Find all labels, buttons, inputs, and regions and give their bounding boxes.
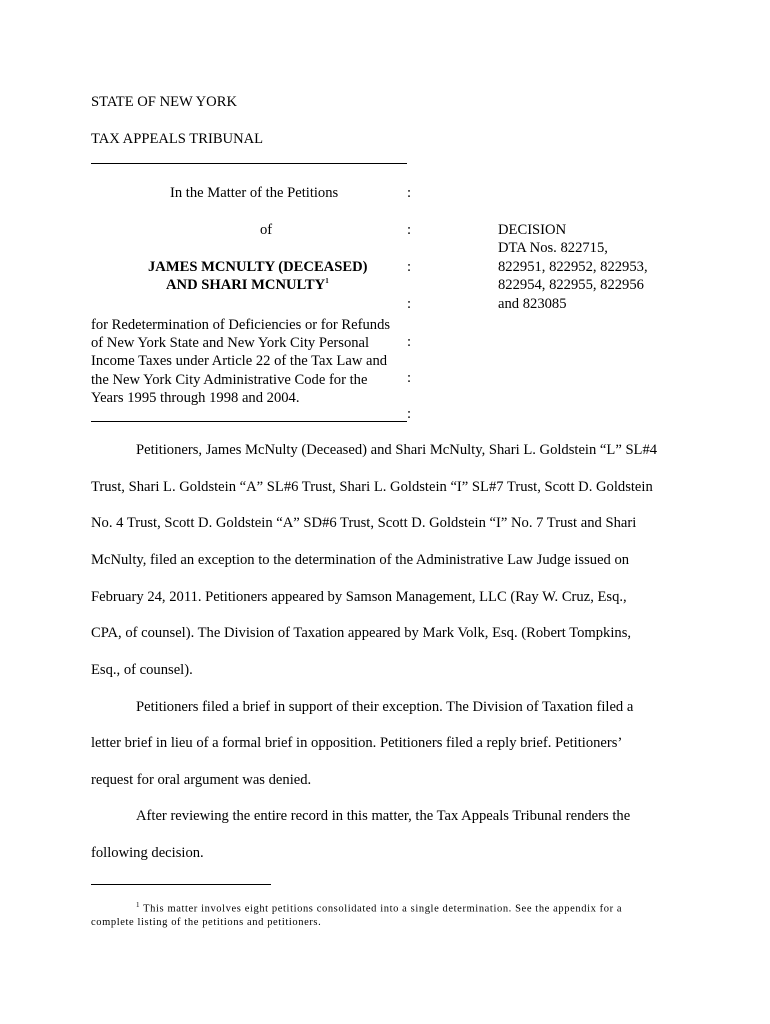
decision-block bbox=[498, 221, 648, 313]
body-line: Petitioners filed a brief in support of their exception. The Division of Taxation filed a bbox=[136, 699, 634, 715]
footnote-reference: 1 bbox=[325, 277, 329, 286]
body-line: following decision. bbox=[91, 845, 204, 861]
body-line: McNulty, filed an exception to the determination of the Administrative Law Judge issued on bbox=[91, 552, 630, 568]
footnote-separator bbox=[91, 884, 271, 885]
purpose-line: the New York City Administrative Code for the bbox=[91, 371, 368, 388]
body-line: Esq., of counsel). bbox=[91, 662, 193, 678]
body-line: No. 4 Trust, Scott D. Goldstein “A” SD#6 Trust, Scott D. Goldstein “I” No. 7 Trust and Shari bbox=[91, 515, 637, 531]
body-line: After reviewing the entire record in this matter, the Tax Appeals Tribunal renders the bbox=[136, 808, 631, 824]
footnote-mark: 1 bbox=[136, 901, 141, 909]
caption-colon: : bbox=[407, 185, 412, 201]
body-line: Petitioners, James McNulty (Deceased) and Shari McNulty, Shari L. Goldstein “L” SL#4 bbox=[136, 442, 658, 458]
purpose-line: of New York State and New York City Personal bbox=[91, 335, 370, 352]
party-name-line2: AND SHARI MCNULTY$^1$ bbox=[166, 277, 329, 293]
body-line: request for oral argument was denied. bbox=[91, 772, 312, 788]
dta-numbers-line: DTA Nos. 822715, bbox=[498, 240, 608, 257]
footnote-line2: complete listing of the petitions and petitioners. bbox=[91, 917, 322, 928]
purpose-line: for Redetermination of Deficiencies or for Refunds bbox=[91, 317, 391, 333]
caption-colon: : bbox=[407, 406, 412, 422]
state-heading: STATE OF NEW YORK bbox=[91, 94, 237, 110]
of-line: of bbox=[260, 222, 273, 238]
body-line: CPA, of counsel). The Division of Taxation appeared by Mark Volk, Esq. (Robert Tompkins, bbox=[91, 625, 632, 641]
purpose-line: Years 1995 through 1998 and 2004. bbox=[91, 389, 300, 406]
caption-colon: : bbox=[407, 222, 412, 238]
dta-numbers-line: 822954, 822955, 822956 bbox=[498, 277, 644, 294]
decision-title: DECISION bbox=[498, 222, 567, 238]
header-rule bbox=[91, 163, 407, 164]
caption-colon: : bbox=[407, 259, 412, 275]
caption-colon: : bbox=[407, 296, 412, 312]
party-name-line1: JAMES MCNULTY (DECEASED) bbox=[148, 259, 368, 275]
petition-purpose bbox=[91, 316, 390, 407]
matter-line: In the Matter of the Petitions bbox=[170, 185, 339, 201]
footnote-line1: $^1$ This matter involves eight petitions consolidated into a single determination. See the appendix for a bbox=[136, 901, 623, 915]
body-line: February 24, 2011. Petitioners appeared by Samson Management, LLC (Ray W. Cruz, Esq., bbox=[91, 589, 627, 605]
tribunal-heading: TAX APPEALS TRIBUNAL bbox=[91, 131, 264, 147]
caption-colon: : bbox=[407, 370, 412, 386]
caption-colon: : bbox=[407, 334, 412, 350]
purpose-line: Income Taxes under Article 22 of the Tax Law and bbox=[91, 353, 388, 370]
body-line: letter brief in lieu of a formal brief in opposition. Petitioners filed a reply brief. Petitioners’ bbox=[91, 735, 623, 751]
dta-numbers-line: and 823085 bbox=[498, 295, 567, 312]
body-line: Trust, Shari L. Goldstein “A” SL#6 Trust, Shari L. Goldstein “I” SL#7 Trust, Scott D. Goldstein bbox=[91, 479, 653, 495]
caption-bottom-rule bbox=[91, 421, 407, 422]
dta-numbers-line: 822951, 822952, 822953, bbox=[498, 258, 648, 275]
